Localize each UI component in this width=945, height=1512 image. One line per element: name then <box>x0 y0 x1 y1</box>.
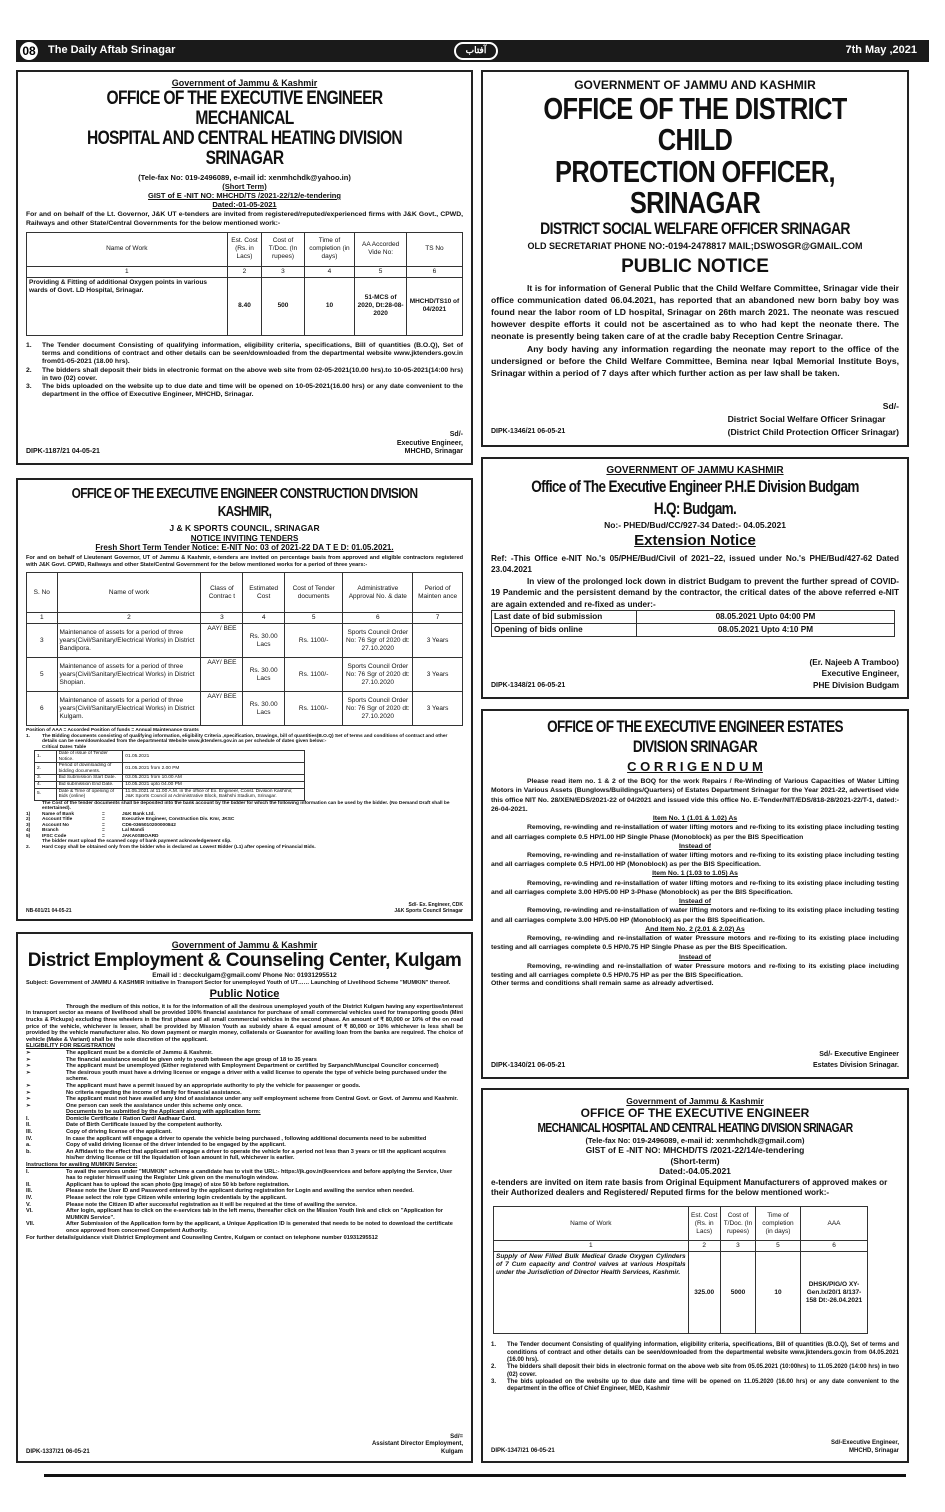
list-item-text: Please select the role type Citizen while entering login credentials by the applicant. <box>66 1195 287 1201</box>
list-item-number: II. <box>26 1181 31 1188</box>
corrigendum-item-heading: Instead of <box>678 898 712 906</box>
list-item-text: The financial assistance would be given only to youth between the age group of 18 to 35 years <box>66 1056 317 1063</box>
ad1-nit: GIST of E -NIT NO: MHCHD/TS /2021-22/12/e-tendering <box>148 191 341 200</box>
ad2-signature: Sd/- Ex. Engineer, CDK J&K Sports Council Srinagar <box>394 901 463 914</box>
list-item-number: b. <box>26 1148 31 1155</box>
ad3-signature: Sd/= Assistant Director Employment, Kulgam <box>371 1434 463 1455</box>
ad7-col: Name of Work <box>494 1207 689 1241</box>
ad7-note: 1. The Tender document Consisting of qualifying information, eligibility criteria, specifications, Bill of quantities (B.O.Q), Set of terms and conditions of contract and other details can be seen/downloaded from the departmental website www.jktenders.gov.in from 04.05.2021 (16.00 hrs). <box>491 1342 899 1363</box>
ad7-note: 3. The bids uploaded on the website up to due date and time will be opened on 11.05.2020 (16.00 hrs) or any date convenient to the department in the office of Chief Engineer, MED, Kashmir <box>491 1378 899 1393</box>
ad3-title: District Employment & Counseling Center, Kulgam <box>27 949 462 971</box>
ad7-dipk: DIPK-1347/21 06-05-21 <box>491 1447 555 1454</box>
ad1-title-line2: HOSPITAL AND CENTRAL HEATING DIVISION SRINAGAR <box>86 127 403 169</box>
page-bottom-rule <box>44 1474 906 1477</box>
ad4-para1: It is for information of General Public that the Child Welfare Committee, Srinagar vide their office communication dated 06.04.2021, has reported that an abandoned new born baby boy was found near the labor room of LD hospital, Srinagar on 26th march 2021. The neonate was rescued however despite efforts it could not be ascertained as to who had kept the neonate there. The neonate is presently being taken care of at the cradle baby Reception Centre Srinagar. <box>491 282 899 342</box>
ad1-sign1: Executive Engineer, <box>396 439 463 447</box>
ad1-col-tdoc: Cost of T/Doc. (In rupees) <box>262 232 304 266</box>
list-item <box>26 1050 463 1057</box>
ad7-col: Time of completion (in days) <box>756 1207 800 1241</box>
ad1-num: 5 <box>355 266 407 277</box>
ad5-signature: (Er. Najeeb A Tramboo) Executive Engineer, PHE Division Budgam <box>809 657 899 690</box>
ad1-contact: (Tele-fax No: 019-2496089, e-mail id: xenmhchdk@yahoo.in) <box>138 172 351 182</box>
ad7-govt: Government of Jammu & Kashmir <box>626 1096 764 1106</box>
ad4-para2: Any body having any information regarding the neonate may report to the office of the undersigned or before the Child Welfare Committee, Bemina near Iqbal Memorial Institute Boys, Srinagar within a period of 7 days after which further action as per law shall be taken. <box>491 343 899 379</box>
list-item-text: Applicant has to upload the scan photo (jpg image) of size 50 kb before registration. <box>66 1181 290 1188</box>
ad6-notice: C O R R I G E N D U M <box>627 759 763 775</box>
list-item <box>26 1116 463 1123</box>
ad5-dates-table: Last date of bid submission 08.05.2021 Upto 04:00 PM Opening of bids online 08.05.2021 Upto 4:10 PM <box>491 610 895 637</box>
ad3-dipk: DIPK-1337/21 06-05-21 <box>26 1448 90 1455</box>
corrigendum-item-heading: Instead of <box>678 953 712 961</box>
ad4-notice: PUBLIC NOTICE <box>621 256 769 278</box>
ad2-num: 4 <box>243 613 284 624</box>
list-item-number: III. <box>26 1129 33 1136</box>
list-item <box>26 1195 463 1202</box>
list-item-text: No criteria regarding the income of family for financial assistance. <box>66 1089 242 1096</box>
list-item-number: IV. <box>26 1195 33 1201</box>
ad7-works-table: Name of Work Est. Cost (Rs. in Lacs) Cost of T/Doc. (In rupees) Time of completion (in days) AAA 1 2 3 5 6 Supply of New Filled Bulk Medical Grade Oxygen Cylinders of 7 Cum capacity and Control valves at various Hospitals under the Jurisdiction of Director Health Services, Kashmir. 325.00 5000 10 DHSK/PIG/O XY-Gen.Ix/20/1 8/137-158 Dt:-26.04.2021 <box>493 1206 868 1334</box>
table-row: 5 Maintenance of assets for a period of three years(Civil/Sanitary/Electrical Works) in District Shopian. AAY/ BEE Rs. 30.00 Lacs Rs. 1100/- Sports Council Order No: 76 Sgr of 2020 dt: 27.10.2020 3 Years <box>27 658 463 692</box>
list-item-text: The applicant must be a domicile of Jammu & Kashmir. <box>66 1049 213 1056</box>
ad7-nit: GIST of E -NIT NO: MHCHD/TS /2021-22/14/e-tendering <box>585 1145 805 1156</box>
ad2-col: Period of Mainten ance <box>413 573 463 613</box>
ad3-instr: Instructions for availing MUMKIN Service: <box>26 1162 138 1169</box>
ad4-title-line3: DISTRICT SOCIAL WELFARE OFFICER SRINAGAR <box>540 219 850 239</box>
ad5-govt: GOVERNMENT OF JAMMU KASHMIR <box>606 465 784 476</box>
newspaper-logo: آفتاب <box>454 42 498 60</box>
ad3-elig: ELIGIBILITY FOR REGISTRATION <box>26 1043 115 1050</box>
ad1-cell: 500 <box>262 277 304 335</box>
ad4-dipk: DIPK-1346/21 06-05-21 <box>491 428 566 436</box>
ad1-note: 1. The Tender document Consisting of qualifying information, eligibility criteria, specifications, Bill of quantities (B.O.Q), Set of terms and conditions of contract and other details can be seen/downloaded from the departmental website www.jktenders.gov.in from01-05-2021 (18.00 hrs). <box>26 341 463 366</box>
arrow-bullet-icon: ➢ <box>26 1096 31 1103</box>
corrigendum-item-heading: Item No. 1 (1.03 to 1.05) As <box>652 870 738 878</box>
ad3-docs: Documents to be submitted by the Applicant along with application form: <box>66 1109 261 1116</box>
corrigendum-item-heading: Item No. 1 (1.01 & 1.02) As <box>652 815 738 823</box>
corrigendum-item-text: Removing, re-winding and re-installation of water lifting motors and re-fixing to its existing place including testing and all carriages complete 3.00 HP/5.00 HP (Monoblock) as per the BIS Specification. <box>491 907 899 924</box>
list-item-text: Copy of valid driving license of the driver intended to be engaged by the applicant. <box>66 1142 286 1149</box>
list-item <box>26 1208 463 1221</box>
table-row: 6 Maintenance of assets for a period of three years(Civil/Sanitary/Electrical Works) in District Kulgam. AAY/ BEE Rs. 30.00 Lacs Rs. 1100/- Sports Council Order No: 76 Sgr of 2020 dt: 27.10.2020 3 Years <box>27 692 463 726</box>
list-item-number: IV. <box>26 1135 33 1142</box>
ad2-num: 7 <box>413 613 463 624</box>
list-item-text: Please note the Citizen ID after successful registration as it will be required at the time of availing the service. <box>66 1201 357 1208</box>
ad2-fresh: Fresh Short Term Tender Notice: E-NIT No: 03 of 2021-22 DA T E D: 01.05.2021. <box>95 543 394 553</box>
ad7-note: 2. The bidders shall deposit their bids in electronic format on the above web site from 05.05.2021 (10:00hrs) to 11.05.2020 (14:00 hrs) in two (02) cover. <box>491 1364 899 1378</box>
ad1-govt: Government of Jammu & Kashmir <box>171 78 318 88</box>
list-item <box>26 1083 463 1090</box>
list-item <box>26 1149 463 1162</box>
list-item-text: Date of Birth Certificate issued by the competent authority. <box>66 1122 223 1129</box>
ad4-signature: Sd/- District Social Welfare Officer Srinagar (District Child Protection Officer Srinagar) <box>727 401 899 438</box>
list-item-text: In case the applicant will engage a driver to operate the vehicle being purchased , following additional documents need to be submitted <box>66 1135 427 1142</box>
ad2-col: Name of work <box>57 573 201 613</box>
arrow-bullet-icon: ➢ <box>26 1049 31 1056</box>
ad2-note1: 1. The Bidding documents consisting of qualifying information, eligibility Criteria ,specification, Drawings, bill of quantities(B.O.Q) Set of terms and conditions of contract and other details can be seen/downloaded from the departmental Website www.jktenders.gov.in as per schedule of dates given below:- <box>26 733 448 745</box>
ad4-govt: GOVERNMENT OF JAMMU AND KASHMIR <box>574 78 816 92</box>
ad7-term: (Short-term) <box>670 1155 720 1166</box>
ad3-govt: Government of Jammu & Kashmir <box>171 940 318 950</box>
ad2-sub: J & K SPORTS COUNCIL, SRINAGAR <box>169 523 320 534</box>
list-item-text: Copy of driving license of the applicant. <box>66 1129 172 1136</box>
ad3-elig-list <box>26 1050 463 1109</box>
ad7-col: Est. Cost (Rs. in Lacs) <box>688 1207 720 1241</box>
ad4-title-line2: PROTECTION OFFICER, SRINAGAR <box>555 153 835 221</box>
ad-employment-kulgam <box>16 932 473 1463</box>
corrigendum-item-heading: And Item No. 2 (2.01 & 2.02) As <box>645 925 745 933</box>
arrow-bullet-icon: ➢ <box>26 1082 31 1089</box>
table-row: Supply of New Filled Bulk Medical Grade Oxygen Cylinders of 7 Cum capacity and Control valves at various Hospitals under the Jurisdiction of Director Health Services, Kashmir. 325.00 5000 10 DHSK/PIG/O XY-Gen.Ix/20/1 8/137-158 Dt:-26.04.2021 <box>494 1252 868 1334</box>
list-item-text: After login, applicant has to click on the e-services tab in the left menu, thereafter click on the Mission Youth link and click on "Application for MUMKIN Service". <box>66 1208 443 1221</box>
ad1-num: 6 <box>406 266 462 277</box>
list-item <box>26 1202 463 1209</box>
ad-child-protection-notice <box>481 70 909 447</box>
list-item <box>26 1136 463 1143</box>
ad6-signature: Sd/- Executive Engineer Estates Division Srinagar. <box>813 1051 899 1069</box>
list-item-number: V. <box>26 1201 31 1208</box>
ad2-num: 2 <box>57 613 201 624</box>
ad-estates-corrigendum <box>481 709 909 1079</box>
ad1-col-name: Name of Work <box>27 232 228 266</box>
list-item <box>26 1182 463 1189</box>
ad3-body: Through the medium of this notice, it is for the information of all the desirous unemployed youth of the District Kulgam having any expertise/interest in transport sector as means of livelihood shall be provided 100% financial assistance for purchase of small commercial vehicles used for transporting goods (Mini trucks & Pickups) excluding three wheelers in the first phase and all small commercial vehicles in the second phase. An amount of ₹ 80,000 or 10% of the on road price of the vehicle, whichever is lesser, shall be provided by Mission Youth as subsidy share & equal amount of ₹ 80,000 or 10% whichever is less shall be provided by the vehicle manufacturer also. No down payment or margin money, collaterals or Guarantor for availing loan from the banks are required. The choice of vehicle (Make & Variant) shall be the sole discretion of the applicant. <box>26 1003 463 1043</box>
ad2-num: 3 <box>201 613 243 624</box>
list-item-number: VI. <box>26 1208 33 1215</box>
ad2-col: Administrative Approval No. & date <box>343 573 413 613</box>
list-item <box>26 1070 463 1083</box>
page-number: 08 <box>18 40 40 62</box>
ad2-col: Cost of Tender documents <box>284 573 343 613</box>
ad2-intro: For and on behalf of Lieutenant Governor, UT of Jammu & Kashmir, e-tenders are invited on percentage basis from approved and eligible contractors registered with J&K Govt. CPWD, Railways and other State/Central Government for the below mentioned works for a period of three years:- <box>26 555 463 568</box>
list-item-text: One person can seek the assistance under this scheme only once. <box>66 1102 243 1109</box>
list-item <box>26 1057 463 1064</box>
corrigendum-item-text: Removing, re-winding and re-installation of water lifting motors and re-fixing to its existing place including testing and all carriages complete 0.5 HP/1.00 HP (Monoblock) as per the BIS Specification. <box>491 851 899 869</box>
ad2-cdt-title: Critical Dates Table <box>42 744 87 750</box>
ad1-dipk: DIPK-1187/21 04-05-21 <box>26 448 100 456</box>
ad5-dipk: DIPK-1348/21 06-05-21 <box>491 682 566 690</box>
ad1-col-cost: Est. Cost (Rs. in Lacs) <box>227 232 262 266</box>
ad1-cell: 8.40 <box>227 277 262 335</box>
list-item-text: The applicant must have a permit issued by an appropriate authority to ply the vehicle for passenger or goods. <box>66 1082 361 1089</box>
arrow-bullet-icon: ➢ <box>26 1056 31 1063</box>
ad2-note4: 2. Hard Copy shall be obtained only from the bidder who is declared as Lowest Bidder (L1) after opening of Financial Bids. <box>26 844 316 850</box>
list-item <box>26 1129 463 1136</box>
list-item-text: Please note the User ID and Password entered by the applicant during registration for Login and availing the service when needed. <box>66 1188 414 1195</box>
ad3-subject: Subject: Government of JAMMU & KASHMIR initiative in Transport Sector for unemployed Youth of UT…… Launching of Livelihood Scheme "MUMKIN" thereof. <box>26 979 451 986</box>
ad3-further: For further details/guidance visit District Employment and Counseling Centre, Kulgam or contact on telephone number 01931295512 <box>26 1234 378 1241</box>
ad7-col: Cost of T/Doc. (In rupees) <box>720 1207 756 1241</box>
corrigendum-item-text: Removing, re-winding and re-installation of water Pressure motors and re-fixing to its existing place including testing and all carriages complete 0.5 HP/0.75 HP as per the BIS Specification. <box>491 962 899 980</box>
ad2-num: 1 <box>27 613 58 624</box>
ad7-contact: (Tele-fax No: 019-2496089, e-mail id: xenmhchdk@gmail.com) <box>585 1136 805 1146</box>
ad1-cell: 10 <box>304 277 355 335</box>
issue-date: 7th May ,2021 <box>845 44 917 57</box>
ad7-col: AAA <box>800 1207 868 1241</box>
list-item <box>26 1090 463 1097</box>
list-item-text: The applicant must be unemployed (Either registered with Employment Department or certified by Sarpanch/Muncipal Councilor concerned) <box>66 1063 439 1070</box>
ad1-signature <box>397 431 463 457</box>
list-item-text: Domicile Certificate / Ration Card/ Aadhaar Card. <box>66 1115 196 1122</box>
ad1-col-ts: TS No <box>406 232 462 266</box>
list-item <box>26 1169 463 1182</box>
corrigendum-item-text: Removing, re-winding and re-installation of water lifting motors and re-fixing to its existing place including testing and all carriages complete 3.00 HP/5.00 HP 3-Phase (Monoblock) as per the BIS Specification. <box>491 879 899 896</box>
list-item-number: II. <box>26 1122 31 1129</box>
list-item-number: III. <box>26 1188 33 1195</box>
ad7-signature: Sd/-Executive Engineer, MHCHD, Srinagar <box>830 1440 899 1454</box>
ad2-title: OFFICE OF THE EXECUTIVE ENGINEER CONSTRUCTION DIVISION KASHMIR, <box>71 486 418 520</box>
ad5-no: No:- PHED/Bud/CC/927-34 Dated:- 04.05.2021 <box>604 520 786 531</box>
ad5-notice: Extension Notice <box>634 532 756 550</box>
ad2-critical-dates: 1. Date of issue of Tender Notice. 01.05.2021 2. Period of downloading of bidding documents. 01.05.2021 from 2.00 PM 3. Bid Submission Start Date. 03.05.2021 from 10.00 AM 4. Bid submission End Date. 10.05.2021 upto 04.00 PM 5. Date & Time of opening of Bids (online) 11.05.2021 at 11.00 A.M. in the office of Ex. Engineer, Const. Division Kashmir, J&K Sports Council at Administrative Block, Bakhshi Stadium, Srinagar. <box>34 750 305 800</box>
newspaper-name: The Daily Aftab Srinagar <box>48 44 176 57</box>
ad7-title-line2: MECHANICAL HOSPITAL AND CENTRAL HEATING DIVISION SRINAGAR <box>537 1120 853 1135</box>
ad2-note2: The Cost of the tender documents shall be deposited into the bank account by the bidder for which the following information can be used by the bidder. (No Demand Draft shall be entertained). <box>42 800 450 812</box>
list-item <box>26 1122 463 1129</box>
ad2-bank-details: 1) Name of Bank = J&K Bank Ltd. 2) Account Title = Executive Engineer, Construction Div. Kmr, JKSC 3) Account No = CD6-0365010200000842 4) Branch = Lal Mandi 5) IFSC Code = JAKA0SBOARD <box>26 811 235 839</box>
list-item <box>26 1188 463 1195</box>
ad1-note: 2. The bidders shall deposit their bids in electronic format on the above web site from 02-05-2021(10.00 hrs).to 10-05-2021(14:00 hrs) in two (02) cover. <box>26 366 463 382</box>
ad1-cell: 51-MCS of 2020, Dt:28-08-2020 <box>355 277 407 335</box>
ad-phe-budgam-extension <box>481 457 909 699</box>
ad1-sd: Sd/- <box>449 431 463 439</box>
ad1-title-line1: OFFICE OF THE EXECUTIVE ENGINEER MECHANICAL <box>106 87 383 129</box>
ad1-num: 4 <box>304 266 355 277</box>
list-item-number: I. <box>26 1115 30 1122</box>
list-item-text: The applicant must not have availed any kind of assistance under any self employment scheme from Central Govt. or Govt. of Jammu and Kashmir. <box>66 1096 458 1103</box>
ad7-intro: e-tenders are invited on item rate basis from Original Equipment Manufacturers of approved makes or their Authorized dealers and Registered/ Reputed firms for the below mentioned work:- <box>491 1178 888 1198</box>
ad7-title-line1: OFFICE OF THE EXECUTIVE ENGINEER <box>580 1106 810 1121</box>
ad1-num: 2 <box>227 266 262 277</box>
ad1-cell: MHCHD/TS10 of 04/2021 <box>406 277 462 335</box>
list-item <box>26 1142 463 1149</box>
ad2-position: Position of AAA = Accorded Position of funds = Annual Maintenance Grants <box>26 728 199 734</box>
ad1-sign2: MHCHD, Srinagar <box>404 448 463 456</box>
ad1-num: 3 <box>262 266 304 277</box>
ad1-note: 3. The bids uploaded on the website up to due date and time will be opened on 10-05-2021(16.00 hrs) or any date convenient to the department in the office of Executive Engineer, MHCHD, Srinagar. <box>26 383 463 399</box>
list-item-number: a. <box>26 1142 31 1149</box>
arrow-bullet-icon: ➢ <box>26 1102 31 1109</box>
ad6-items <box>491 814 899 980</box>
ad2-nit: NOTICE INVITING TENDERS <box>190 533 299 543</box>
ad5-title: Office of The Executive Engineer P.H.E Division Budgam H.Q: Budgam. <box>531 478 859 518</box>
ad1-works-table <box>26 232 463 336</box>
list-item-text: After Submission of the Application form by the applicant, a Unique Application ID is generated that needs to be noted to download the certificate once approved from concerned Competent Authority. <box>66 1221 453 1234</box>
list-item-text: To avail the services under "MUMKIN" scheme a candidate has to visit the URL:- https://jk.gov.in/jkservices and before applying the Service, User has to register himself using the Register Link given on the menu/login window. <box>66 1168 453 1182</box>
ad6-dipk: DIPK-1340/21 06-05-21 <box>491 1062 566 1070</box>
table-row: 3 Maintenance of assets for a period of three years(Civil/Sanitary/Electrical Works) in District Bandipora. AAY/ BEE Rs. 30.00 Lacs Rs. 1100/- Sports Council Order No: 76 Sgr of 2020 dt: 27.10.2020 3 Years <box>27 624 463 658</box>
ad2-note3: The bidder must upload the scanned copy of bank payment acknowledgement slip. <box>42 839 232 845</box>
ad-mhchd-tender-14 <box>481 1088 909 1463</box>
newspaper-header <box>16 40 929 62</box>
list-item-number: I. <box>26 1168 30 1175</box>
ad5-body: In view of the prolonged lock down in district Budgam to prevent the further spread of COVID-19 Pandemic and the persistent demand by the contractor, the critical dates of the above referred e-NIT are again extended and re-fixed as under:- <box>491 576 899 609</box>
ad-mhchd-tender-12 <box>16 70 473 465</box>
ad2-col: S. No <box>27 573 58 613</box>
ad1-dated: Dated:-01-05-2021 <box>212 200 277 210</box>
ad3-contact: Email id : decckulgam@gmail.com/ Phone No: 01931295512 <box>152 971 337 979</box>
ad3-instr-list <box>26 1169 463 1235</box>
ad6-other: Other terms and conditions shall remain same as already advertised. <box>491 980 714 988</box>
ad6-title: OFFICE OF THE EXECUTIVE ENGINEER ESTATES DIVISION SRINAGAR <box>547 718 843 757</box>
list-item-text: The desirous youth must have a driving license or engage a driver with a valid license to operate the type of vehicle being purchased under the scheme. <box>66 1069 447 1083</box>
ad5-ref: Ref: -This Office e-NIT No.'s 05/PHE/Bud/Civil of 2021–22, issued under No.'s PHE/Bud/427-62 Dated 23.04.2021 <box>491 553 899 575</box>
ad1-col-time: Time of completion (in days) <box>304 232 355 266</box>
ad1-intro: For and on behalf of the Lt. Governor, J&K UT e-tenders are invited from registered/reputed/experienced firms with J&K Govt., CPWD, Railways and other State/Central Governments for the below mentioned work:- <box>26 211 463 227</box>
arrow-bullet-icon: ➢ <box>26 1063 31 1070</box>
arrow-bullet-icon: ➢ <box>26 1089 31 1096</box>
ad-construction-division-tender <box>16 478 473 921</box>
ad2-dipk: NB-601/21 04-05-21 <box>26 907 72 914</box>
ad7-dated: Dated:-04.05.2021 <box>659 1166 731 1177</box>
ad1-cell: Providing & Fitting of additional Oxygen points in various wards of Govt. LD Hospital, Srinagar. <box>27 277 228 335</box>
ad1-col-aa: AA Accorded Vide No: <box>355 232 407 266</box>
ad2-col: Class of Contrac t <box>201 573 243 613</box>
corrigendum-item-text: Removing, re-winding and re-installation of water Pressure motors and re-fixing to its existing place including testing and all carriages complete 0.5 HP/0.75 HP Single Phase as per the BIS Specification. <box>491 935 899 952</box>
ad2-num: 6 <box>343 613 413 624</box>
list-item <box>26 1063 463 1070</box>
ad2-col: Estimated Cost <box>243 573 284 613</box>
ad2-num: 5 <box>284 613 343 624</box>
list-item <box>26 1103 463 1110</box>
corrigendum-item-heading: Instead of <box>678 842 712 850</box>
ad3-doc-list <box>26 1116 463 1162</box>
list-item-number: VII. <box>26 1221 35 1228</box>
list-item-text: An Affidavit to the effect that applicant will engage a driver to operate the vehicle for a period not less than 3 years or till the applicant acquires his/her driving license or till the liquidation of loan amount in full, whichever is earlier. <box>66 1148 446 1162</box>
ad4-title-line1: OFFICE OF THE DISTRICT CHILD <box>543 90 847 158</box>
list-item <box>26 1221 463 1234</box>
ad1-term: (Short Term) <box>222 181 267 191</box>
ad1-num: 1 <box>27 266 228 277</box>
ad3-notice: Public Notice <box>209 988 280 1001</box>
ad2-works-table <box>26 572 463 726</box>
list-item <box>26 1096 463 1103</box>
ad4-contact: OLD SECRETARIAT PHONE NO:-0194-2478817 MAIL;DSWOSGR@GMAIL.COM <box>527 241 863 252</box>
corrigendum-item-text: Removing, re-winding and re-installation of water lifting motors and re-fixing to its existing place including testing and all carriages complete 0.5 HP/1.00 HP Single Phase (Monoblock) as per the BIS Specification <box>491 824 899 841</box>
arrow-bullet-icon: ➢ <box>26 1069 31 1076</box>
ad6-intro: Please read item no. 1 & 2 of the BOQ for the work Repairs / Re-Winding of Various Capacities of Water Lifting Motors in Various Assets (Bunglows/Buildings/Quarters) of Estates Department Srinagar for the Year 2021-22, advertised vide this office NIT No. 28/XEN/EDS/2021-22 of 04/2021 and issued vide this office No. E-Tender/NIT/EDS/818-28/2021-22/T-1, dated:- 26-04-2021. <box>491 778 899 813</box>
